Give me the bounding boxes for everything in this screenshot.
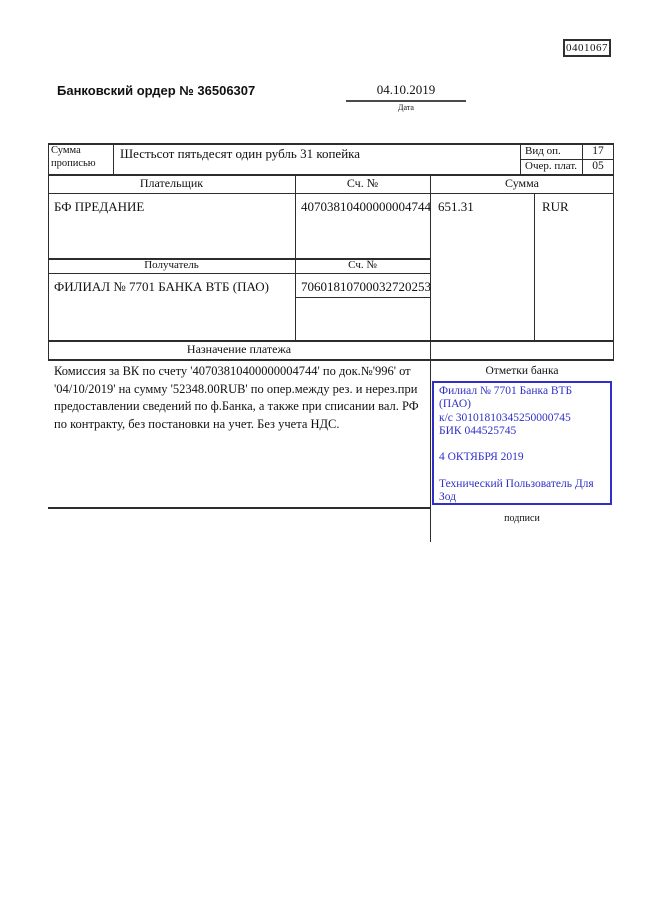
grid-line xyxy=(520,143,521,174)
stamp-line: БИК 044525745 xyxy=(439,424,517,437)
form-code-box xyxy=(563,39,611,57)
payee-header: Получатель xyxy=(144,259,199,271)
sum-in-words-label: Сумма прописью xyxy=(51,145,96,169)
op-type-label: Вид оп. xyxy=(525,145,561,157)
sum-header: Сумма xyxy=(505,176,539,190)
grid-line xyxy=(295,174,296,340)
document-title: Банковский ордер № 36506307 xyxy=(57,83,256,98)
stamp-line: Филиал № 7701 Банка ВТБ (ПАО) xyxy=(439,385,573,411)
priority-label: Очер. плат. xyxy=(525,160,578,172)
date-value: 04.10.2019 xyxy=(376,82,436,97)
purpose-line: '04/10/2019' на сумму '52348.00RUB' по опер.между рез. и нерез.при xyxy=(54,381,418,396)
op-type-value: 17 xyxy=(592,145,604,157)
stamp-line: к/с 30101810345250000745 xyxy=(439,411,571,424)
bank-marks-header: Отметки банка xyxy=(485,365,559,377)
payer-header: Плательщик xyxy=(139,176,204,190)
purpose-line: по контракту, без постановки на учет. Без учета НДС. xyxy=(54,416,340,431)
bank-stamp xyxy=(432,381,612,505)
grid-line xyxy=(48,193,614,194)
purpose-line: Комиссия за ВК по счету '40703810400000004744' по док.№'996' от xyxy=(54,364,411,378)
date-underline xyxy=(346,100,466,102)
grid-line xyxy=(48,359,614,361)
sum-in-words-value: Шестьсот пятьдесят один рубль 31 копейка xyxy=(120,146,361,161)
payee-account: 70601810700032720253 xyxy=(301,279,431,294)
grid-line xyxy=(48,507,430,509)
purpose-text xyxy=(54,363,428,433)
grid-line xyxy=(113,143,114,174)
form-code: 0401067 xyxy=(566,42,608,54)
payer-account-header: Сч. № xyxy=(346,176,379,190)
priority-value: 05 xyxy=(592,160,604,172)
stamp-line: Технический Пользователь Для xyxy=(439,478,594,491)
payment-order-table xyxy=(48,143,614,543)
grid-line xyxy=(48,273,430,274)
stamp-line: Зод xyxy=(439,491,457,504)
grid-line xyxy=(534,193,535,340)
stamp-line xyxy=(439,438,605,451)
grid-line xyxy=(295,297,430,298)
date-label: Дата xyxy=(398,103,414,112)
payer-account: 40703810400000004744 xyxy=(301,199,431,214)
payee-account-header: Сч. № xyxy=(348,259,377,271)
purpose-line: предоставлении сведений по ф.Банка, а также при списании вал. РФ xyxy=(54,399,419,413)
grid-line xyxy=(430,174,431,542)
payee-name: ФИЛИАЛ № 7701 БАНКА ВТБ (ПАО) xyxy=(54,279,269,294)
payer-name: БФ ПРЕДАНИЕ xyxy=(54,199,145,214)
currency-value: RUR xyxy=(542,199,569,214)
amount-value: 651.31 xyxy=(438,199,474,214)
stamp-line: 4 ОКТЯБРЯ 2019 xyxy=(439,451,524,464)
stamp-line xyxy=(439,465,605,478)
signatures-label: подписи xyxy=(504,513,540,524)
purpose-header: Назначение платежа xyxy=(186,342,292,356)
